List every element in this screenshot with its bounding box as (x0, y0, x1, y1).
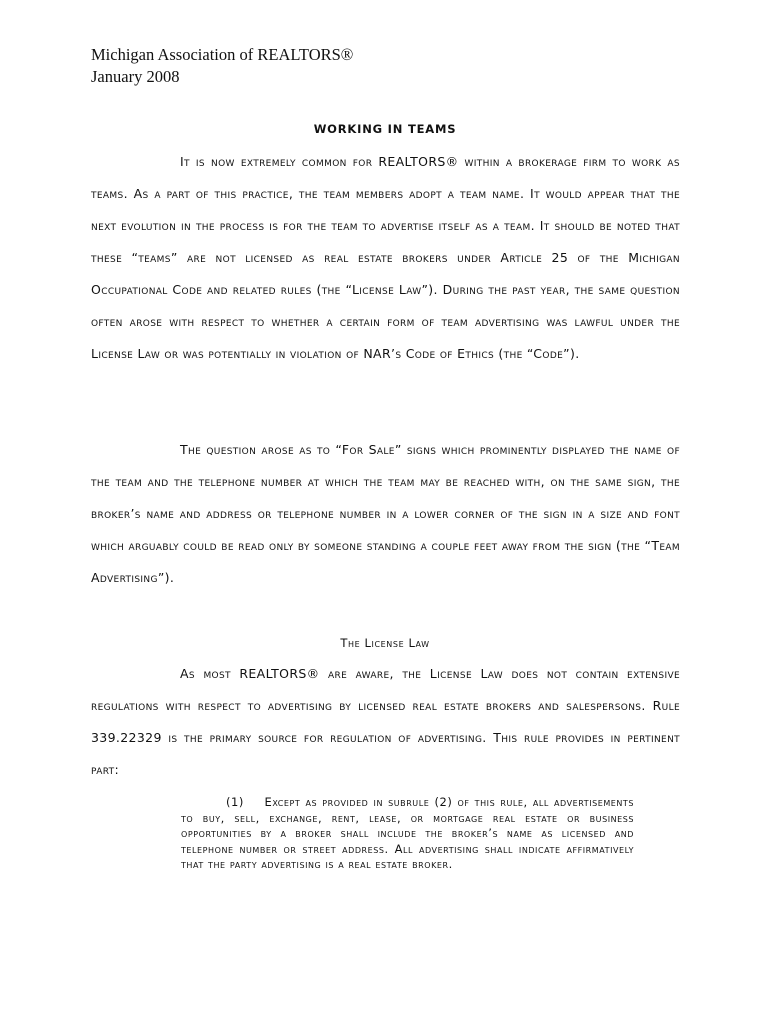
paragraph-intro: It is now extremely common for REALTORS® within a brokerage firm to work as teams. As a part of this practice, the team members adopt a team name. It would appear that the next evolution in the process is for the team to advertise itself as a team. It should be noted that these “teams” are not licensed as real estate brokers under Article 25 of the Michigan Occupational Code and related rules (the “License Law”). During the past year, the same question often arose with respect to whether a certain form of team advertising was lawful under the License Law or was potentially in violation of NAR’s Code of Ethics (the “Code”). (91, 154, 680, 361)
paragraph-license-law: As most REALTORS® are aware, the License Law does not contain extensive regulations with respect to advertising by licensed real estate brokers and salespersons. Rule 339.22329 is the primary source for regulation of advertising. This rule provides in pertinent part: (91, 666, 680, 777)
section-heading-license-law: The License Law (340, 636, 430, 650)
document-date: January 2008 (91, 67, 180, 86)
page-title: WORKING IN TEAMS (313, 122, 457, 136)
paragraph-question: The question arose as to “For Sale” signs which prominently displayed the name of the team and the telephone number at which the team may be reached with, on the same sign, the broker’s name and address or telephone number in a lower corner of the sign in a size and font which arguably could be read only by someone standing a couple feet away from the sign (the “Team Advertising”). (91, 442, 680, 585)
organization-name: Michigan Association of REALTORS® (91, 45, 354, 64)
document-header (91, 44, 353, 88)
block-quote-rule: (1) Except as provided in subrule (2) of this rule, all advertisements to buy, sell, exchange, rent, lease, or mortgage real estate or business opportunities by a broker shall include the broker’s name as licensed and telephone number or street address. All advertising shall indicate affirmatively that the party advertising is a real estate broker. (181, 795, 639, 871)
